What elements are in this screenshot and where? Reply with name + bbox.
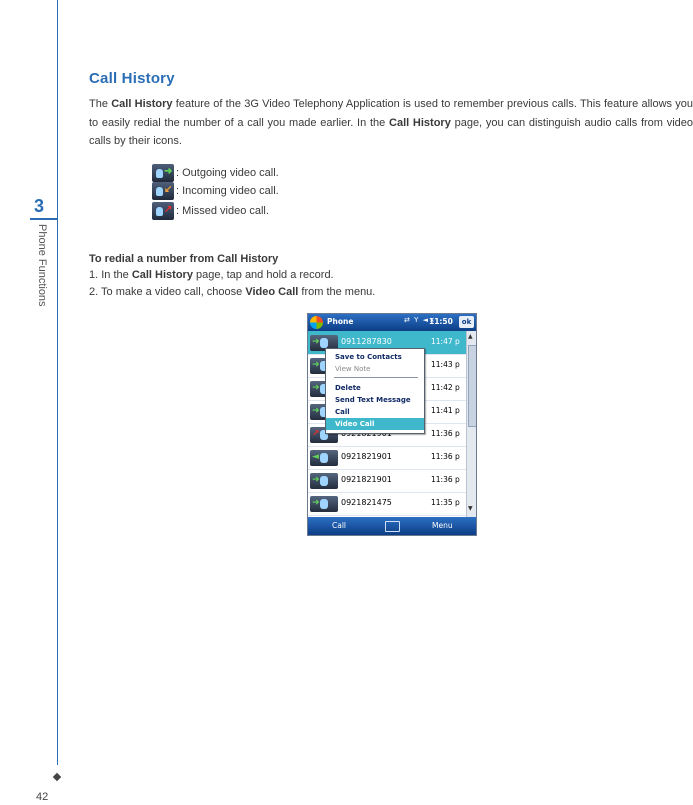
menu-send-text-message[interactable]: Send Text Message <box>335 396 411 404</box>
phone-title-bar <box>308 314 476 331</box>
video-call-icon: ➜ <box>310 473 338 489</box>
context-menu <box>325 348 425 434</box>
missed-video-call-icon: ↗ <box>152 202 174 220</box>
softkey-bar <box>308 517 476 535</box>
missed-video-call-icon: ↗ <box>310 427 338 443</box>
windows-start-icon[interactable] <box>310 316 323 329</box>
video-call-icon: ➜ <box>310 496 338 512</box>
call-record[interactable] <box>308 469 466 493</box>
video-call-icon: ➜ <box>310 404 338 420</box>
legend-text: : Incoming video call. <box>176 185 279 197</box>
call-number: 0921821475 <box>341 498 392 507</box>
incoming-video-call-icon: ◄ <box>310 450 338 466</box>
keyboard-icon[interactable] <box>385 521 400 532</box>
video-call-icon: ➜ <box>310 358 338 374</box>
menu-delete[interactable]: Delete <box>335 384 361 392</box>
call-time: 11:36 p <box>431 475 460 484</box>
margin-rule <box>57 0 58 765</box>
phone-screenshot <box>307 313 477 536</box>
call-number: 0911287830 <box>341 337 392 346</box>
call-number: 0921821901 <box>341 475 392 484</box>
intro-paragraph: The Call History feature of the 3G Video Telephony Application is used to remember previous calls. This feature allows you to easily redial the number of a call you made earlier. In the Call History page, you can distinguish audio calls from video calls by their icons. <box>89 98 693 147</box>
step-2: 2. To make a video call, choose Video Call from the menu. <box>89 286 376 298</box>
redial-heading: To redial a number from Call History <box>89 253 279 265</box>
call-record[interactable] <box>308 492 466 516</box>
scroll-thumb[interactable] <box>468 345 477 427</box>
redial-steps <box>89 267 375 301</box>
call-time: 11:36 p <box>431 429 460 438</box>
page-diamond-icon <box>53 773 61 781</box>
chapter-label: Phone Functions <box>36 224 48 307</box>
call-record[interactable] <box>308 446 466 470</box>
call-number: 0921821901 <box>341 452 392 461</box>
call-time: 11:35 p <box>431 498 460 507</box>
call-softkey[interactable]: Call <box>332 521 347 530</box>
menu-softkey[interactable]: Menu <box>432 521 453 530</box>
legend-text: : Missed video call. <box>176 205 269 217</box>
page-number: 42 <box>36 791 49 803</box>
call-time: 11:43 p <box>431 360 460 369</box>
call-time: 11:36 p <box>431 452 460 461</box>
status-icons: ⇄ Y ◄× <box>404 316 436 324</box>
legend-incoming <box>152 182 279 200</box>
scroll-up-icon[interactable]: ▲ <box>468 333 473 340</box>
call-time: 11:47 p <box>431 337 460 346</box>
step-1: 1. In the Call History page, tap and hold a record. <box>89 269 334 281</box>
list-scrollbar[interactable] <box>466 331 477 517</box>
menu-separator <box>334 377 418 378</box>
incoming-video-call-icon: ↙ <box>152 182 174 200</box>
outgoing-video-call-icon: ➜ <box>152 164 174 182</box>
scroll-down-icon[interactable]: ▼ <box>468 505 473 512</box>
legend-missed <box>152 202 269 220</box>
ok-button[interactable]: ok <box>459 316 474 328</box>
call-time: 11:42 p <box>431 383 460 392</box>
menu-save-to-contacts[interactable]: Save to Contacts <box>335 353 402 361</box>
video-call-icon: ➜ <box>310 381 338 397</box>
section-title: Call History <box>89 70 175 87</box>
chapter-tick <box>30 218 58 220</box>
video-call-icon: ➜ <box>310 335 338 351</box>
menu-view-note: View Note <box>335 365 371 373</box>
call-time: 11:41 p <box>431 406 460 415</box>
legend-outgoing <box>152 164 279 182</box>
legend-text: : Outgoing video call. <box>176 167 279 179</box>
menu-video-call[interactable]: Video Call <box>326 418 424 430</box>
chapter-number: 3 <box>34 196 45 216</box>
menu-call[interactable]: Call <box>335 408 350 416</box>
phone-app-title: Phone <box>327 317 354 326</box>
phone-clock: 11:50 <box>429 317 453 326</box>
